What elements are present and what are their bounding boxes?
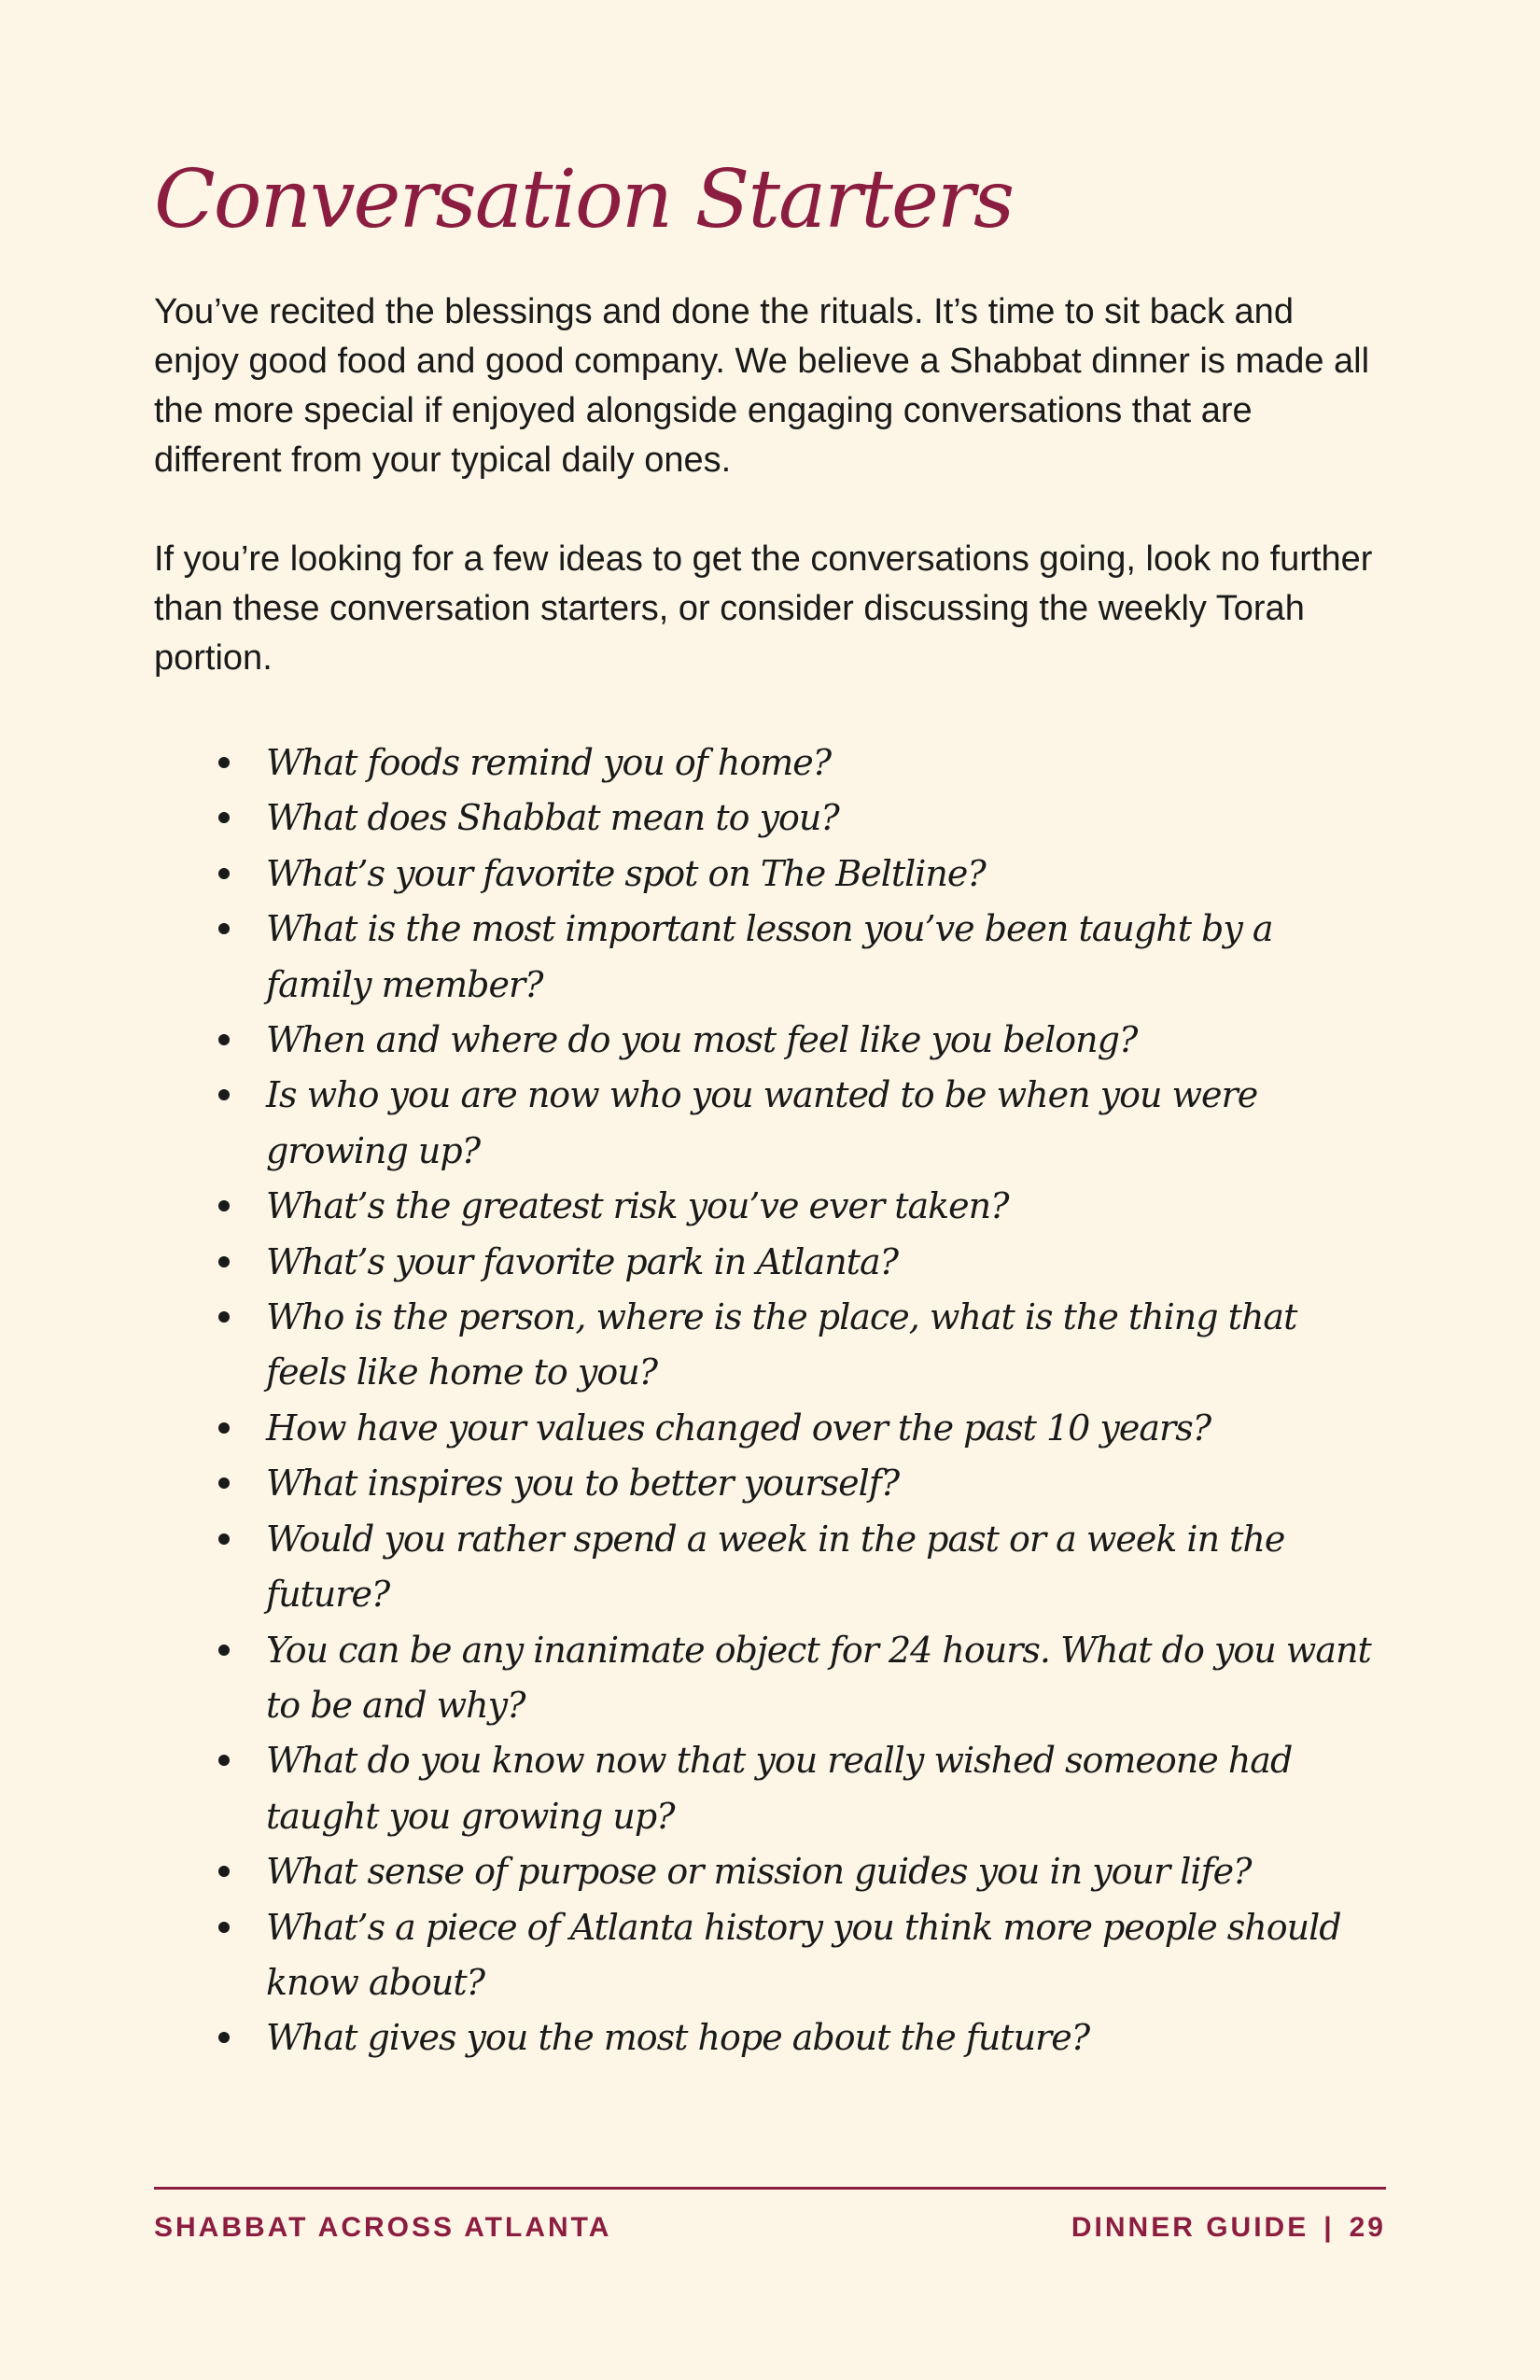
page [154, 0, 1386, 2380]
question-item [154, 902, 1386, 1013]
question-item [154, 1013, 1386, 1068]
question-text: What’s a piece of Atlanta history you think more people should know about? [266, 1906, 1341, 2003]
footer-separator: | [1323, 2212, 1335, 2243]
question-item [154, 1290, 1386, 1401]
intro-paragraph: If you’re looking for a few ideas to get the conversations going, look no further than these conversation starters, or consider discussing the weekly Torah portion. [154, 539, 1373, 678]
question-item [154, 1512, 1386, 1623]
bullet-icon [218, 1755, 230, 1766]
question-text: What is the most important lesson you’ve been taught by a family member? [266, 908, 1273, 1005]
bullet-icon [218, 1866, 230, 1877]
bullet-icon [218, 1645, 230, 1656]
bullet-icon [218, 1089, 230, 1100]
question-text: Is who you are now who you wanted to be when you were growing up? [266, 1074, 1258, 1171]
footer-page-info [1071, 2211, 1386, 2245]
question-text: What does Shabbat mean to you? [266, 797, 839, 839]
question-item [154, 2010, 1386, 2065]
page-number: 29 [1349, 2212, 1386, 2243]
bullet-icon [218, 1422, 230, 1434]
question-item [154, 1456, 1386, 1511]
footer-guide-label: DINNER GUIDE [1071, 2212, 1309, 2243]
question-item [154, 1623, 1386, 1734]
question-item [154, 1733, 1386, 1844]
question-text: What’s your favorite spot on The Beltline? [266, 852, 986, 894]
question-item [154, 1068, 1386, 1179]
bullet-icon [218, 1200, 230, 1211]
question-item [154, 735, 1386, 791]
footer-brand: SHABBAT ACROSS ATLANTA [154, 2212, 612, 2243]
question-text: What gives you the most hope about the future? [266, 2017, 1090, 2059]
question-text: What inspires you to better yourself? [266, 1463, 900, 1505]
intro-section [154, 287, 1386, 683]
bullet-icon [218, 1477, 230, 1489]
question-text: When and where do you most feel like you belong? [266, 1019, 1138, 1061]
intro-paragraph: You’ve recited the blessings and done the rituals. It’s time to sit back and enjoy good food and good company. We believe a Shabbat dinner is made all the more special if enjoyed alongside engaging conversations that are different from your typical daily ones. [154, 292, 1370, 480]
bullet-icon [218, 868, 230, 879]
question-item [154, 1235, 1386, 1290]
question-item [154, 1179, 1386, 1234]
question-text: Who is the person, where is the place, what is the thing that feels like home to you? [266, 1296, 1297, 1393]
bullet-icon [218, 812, 230, 823]
question-item [154, 1401, 1386, 1456]
question-item [154, 791, 1386, 846]
question-text: Would you rather spend a week in the past or a week in the future? [266, 1518, 1285, 1616]
question-text: What’s your favorite park in Atlanta? [266, 1240, 898, 1282]
question-text: What foods remind you of home? [266, 742, 832, 783]
bullet-icon [218, 1256, 230, 1267]
bullet-icon [218, 2032, 230, 2043]
question-text: What sense of purpose or mission guides you in your life? [266, 1851, 1252, 1893]
bullet-icon [218, 1311, 230, 1323]
question-item [154, 847, 1386, 902]
question-item [154, 1844, 1386, 1899]
question-item [154, 1900, 1386, 2011]
question-text: How have your values changed over the past 10 years? [266, 1407, 1211, 1449]
bullet-icon [218, 923, 230, 934]
bullet-icon [218, 1922, 230, 1933]
bullet-icon [218, 757, 230, 768]
page-title: Conversation Starters [154, 153, 1014, 246]
question-text: What’s the greatest risk you’ve ever taken? [266, 1185, 1009, 1227]
questions-list [154, 735, 1386, 2066]
question-text: What do you know now that you really wished someone had taught you growing up? [266, 1740, 1293, 1837]
bullet-icon [218, 1533, 230, 1545]
question-text: You can be any inanimate object for 24 hours. What do you want to be and why? [266, 1629, 1371, 1726]
bullet-icon [218, 1034, 230, 1045]
footer-divider [154, 2187, 1386, 2190]
